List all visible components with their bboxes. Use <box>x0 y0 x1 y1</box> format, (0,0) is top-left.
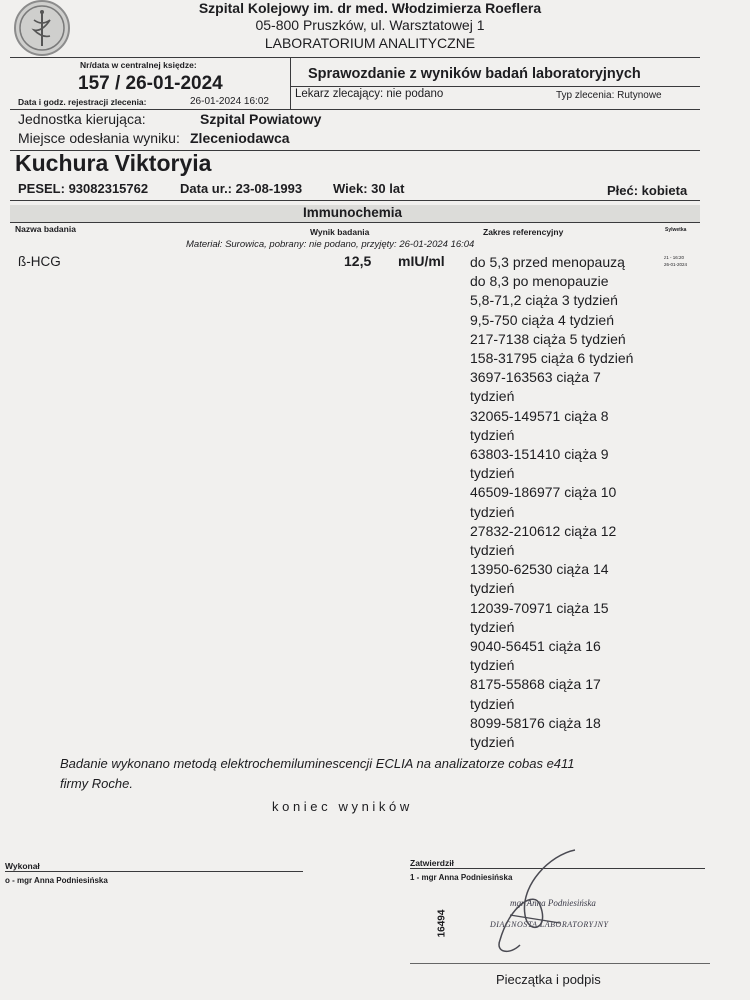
reference-range-line: 32065-149571 ciąża 8 <box>470 407 609 424</box>
divider <box>410 963 710 964</box>
patient-age: Wiek: 30 lat <box>333 181 405 196</box>
patient-dob: Data ur.: 23-08-1993 <box>180 181 303 196</box>
reference-range-line: 217-7138 ciąża 5 tydzień <box>470 330 626 347</box>
test-side-note-1: z1 - 16:20 <box>664 255 685 260</box>
material-info: Materiał: Surowica, pobrany: nie podano, przyjęty: 26-01-2024 16:04 <box>186 239 475 250</box>
hospital-name: Szpital Kolejowy im. dr med. Włodzimierza Roeflera <box>198 0 542 16</box>
col-extra: Sylwetka <box>665 227 687 233</box>
end-of-results: k o n i e c w y n i k ó w <box>272 799 410 814</box>
reference-range-line: 63803-151410 ciąża 9 <box>470 446 609 462</box>
lab-name: LABORATORIUM ANALITYCZNE <box>264 35 476 51</box>
send-value: Zleceniodawca <box>190 130 290 146</box>
reference-range-line: 8099-58176 ciąża 18 <box>470 714 601 731</box>
performed-label: Wykonał <box>5 861 40 871</box>
reference-range-line: tydzień <box>470 734 515 750</box>
reference-range-line: tydzień <box>470 465 515 482</box>
reference-range-line: do 5,3 przed menopauzą <box>470 254 625 270</box>
col-name: Nazwa badania <box>15 224 76 234</box>
test-unit: mIU/ml <box>398 253 445 269</box>
reference-range-line: tydzień <box>470 542 515 558</box>
reference-range-line: 9,5-750 ciąża 4 tydzień <box>470 311 614 328</box>
reference-range-line: tydzień <box>470 657 515 674</box>
send-label: Miejsce odesłania wyniku: <box>18 130 180 146</box>
caduceus-icon <box>16 2 68 54</box>
reference-range-line: 3697-163563 ciąża 7 <box>470 369 601 386</box>
col-range: Zakres referencyjny <box>483 227 564 237</box>
reference-range-line: 9040-56451 ciąża 16 <box>470 638 601 654</box>
reference-range-line: tydzień <box>470 503 515 520</box>
stamp-number: 16494 <box>436 909 448 938</box>
reference-range-line: 46509-186977 ciąża 10 <box>470 484 617 501</box>
stamp-name: mgr Anna Podniesińska <box>510 898 596 908</box>
reference-range-line: do 8,3 po menopauzie <box>470 273 609 290</box>
registration-value: 26-01-2024 16:02 <box>190 96 269 107</box>
method-line-1: Badanie wykonano metodą elektrochemiluminescencji ECLIA na analizatorze cobas e411 <box>60 756 575 771</box>
approved-label: Zatwierdził <box>410 858 454 868</box>
method-line-2: firmy Roche. <box>60 776 133 791</box>
ordering-doctor: Lekarz zlecający: nie podano <box>295 88 444 100</box>
section-title: Immunochemia <box>303 205 403 220</box>
reference-range-line: 158-31795 ciąża 6 tydzień <box>470 350 634 366</box>
book-number: 157 / 26-01-2024 <box>78 73 223 94</box>
reference-range-line: 13950-62530 ciąża 14 <box>470 561 609 578</box>
performed-by: o - mgr Anna Podniesińska <box>5 876 108 885</box>
divider <box>10 57 700 58</box>
divider <box>290 57 291 109</box>
divider <box>10 200 700 201</box>
reference-range-line: tydzień <box>470 426 515 443</box>
col-result: Wynik badania <box>310 227 370 237</box>
patient-pesel: PESEL: 93082315762 <box>18 181 149 196</box>
reference-range-line: tydzień <box>470 695 515 712</box>
registration-label: Data i godz. rejestracji zlecenia: <box>18 97 147 107</box>
test-value: 12,5 <box>344 253 372 269</box>
unit-label: Jednostka kierująca: <box>18 111 146 127</box>
reference-range-line: 12039-70971 ciąża 15 <box>470 599 609 616</box>
reference-range-line: tydzień <box>470 618 515 635</box>
test-side-note-2: 26-01-2024 <box>664 262 688 267</box>
reference-range-line: tydzień <box>470 580 515 597</box>
hospital-address: 05-800 Pruszków, ul. Warsztatowej 1 <box>255 17 485 33</box>
patient-sex: Płeć: kobieta <box>607 183 688 198</box>
reference-range-line: tydzień <box>470 388 515 405</box>
reference-range-line: 27832-210612 ciąża 12 <box>470 522 617 539</box>
test-name: ß-HCG <box>18 254 61 269</box>
hospital-logo <box>14 0 70 56</box>
unit-value: Szpital Powiatowy <box>200 111 322 127</box>
stamp-role: DIAGNOSTA LABORATORYJNY <box>490 920 609 929</box>
patient-name: Kuchura Viktoryia <box>15 150 212 176</box>
book-label: Nr/data w centralnej księdze: <box>80 60 197 70</box>
order-type: Typ zlecenia: Rutynowe <box>556 90 662 101</box>
divider <box>10 222 700 223</box>
signature-mark <box>480 845 590 965</box>
reference-range-line: 8175-55868 ciąża 17 <box>470 676 601 693</box>
divider <box>5 871 303 872</box>
report-title: Sprawozdanie z wyników badań laboratoryjnych <box>308 66 641 82</box>
seal-label: Pieczątka i podpis <box>496 972 601 987</box>
approved-by: 1 - mgr Anna Podniesińska <box>410 873 513 882</box>
reference-range-line: 5,8-71,2 ciąża 3 tydzień <box>470 292 618 309</box>
